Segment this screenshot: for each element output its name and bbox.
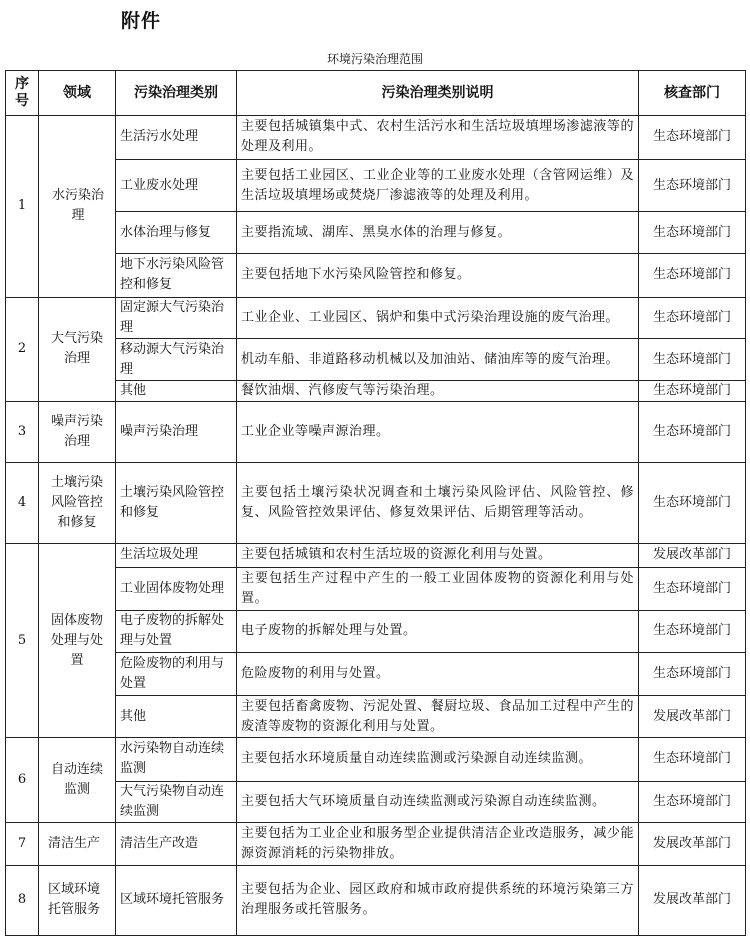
department-cell: 生态环境部门: [639, 402, 746, 463]
row-number: 5: [6, 544, 39, 738]
department-cell: 生态环境部门: [639, 297, 746, 339]
description-cell: 主要包括工业园区、工业企业等的工业废水处理（含管网运维）及生活垃圾填埋场或焚烧厂渗滤液等的处理及利用。: [237, 159, 639, 212]
department-cell: 生态环境部门: [639, 339, 746, 381]
row-number: 7: [6, 823, 39, 866]
category-cell: 生活污水处理: [116, 116, 237, 160]
table-row: [6, 696, 746, 738]
table-row: [6, 159, 746, 212]
department-cell: 生态环境部门: [639, 567, 746, 611]
table-row: [6, 652, 746, 696]
description-cell: 主要包括生产过程中产生的一般工业固体废物的资源化利用与处置。: [237, 567, 639, 611]
description-cell: 主要包括地下水污染风险管控和修复。: [237, 253, 639, 297]
category-cell: 固定源大气污染治理: [116, 297, 237, 339]
category-cell: 噪声污染治理: [116, 402, 237, 463]
department-cell: 生态环境部门: [639, 781, 746, 823]
row-number: 3: [6, 402, 39, 463]
col-header-field: 领域: [39, 71, 116, 116]
table-row: [6, 567, 746, 611]
col-header-category: 污染治理类别: [116, 71, 237, 116]
category-cell: 生活垃圾处理: [116, 544, 237, 567]
row-number: 1: [6, 116, 39, 298]
row-number: 6: [6, 737, 39, 822]
description-cell: 主要包括城镇集中式、农村生活污水和生活垃圾填埋场渗滤液等的处理及利用。: [237, 116, 639, 160]
description-cell: 主要包括为工业企业和服务型企业提供清洁企业改造服务，减少能源资源消耗的污染物排放。: [237, 823, 639, 866]
department-cell: 生态环境部门: [639, 159, 746, 212]
description-cell: 工业企业、工业园区、锅炉和集中式污染治理设施的废气治理。: [237, 297, 639, 339]
field-cell: 清洁生产: [39, 823, 116, 866]
department-cell: 生态环境部门: [639, 737, 746, 781]
description-cell: 餐饮油烟、汽修废气等污染治理。: [237, 380, 639, 401]
col-header-department: 核查部门: [639, 71, 746, 116]
table-row: [6, 544, 746, 567]
description-cell: 主要包括畜禽废物、污泥处置、餐厨垃圾、食品加工过程中产生的废渣等废物的资源化利用与处置。: [237, 696, 639, 738]
category-cell: 其他: [116, 696, 237, 738]
row-number: 8: [6, 865, 39, 935]
row-number: 2: [6, 297, 39, 401]
description-cell: 电子废物的拆解处理与处置。: [237, 611, 639, 653]
department-cell: 发展改革部门: [639, 544, 746, 567]
table-body: [6, 116, 746, 936]
field-cell: 自动连续监测: [39, 737, 116, 822]
department-cell: 发展改革部门: [639, 696, 746, 738]
department-cell: 发展改革部门: [639, 865, 746, 935]
department-cell: 生态环境部门: [639, 462, 746, 543]
department-cell: 发展改革部门: [639, 823, 746, 866]
col-header-no: 序号: [6, 71, 39, 116]
category-cell: 水体治理与修复: [116, 212, 237, 254]
department-cell: 生态环境部门: [639, 116, 746, 160]
department-cell: 生态环境部门: [639, 212, 746, 254]
category-cell: 水污染物自动连续监测: [116, 737, 237, 781]
category-cell: 区域环境托管服务: [116, 865, 237, 935]
field-cell: 土壤污染风险管控和修复: [39, 462, 116, 543]
table-row: [6, 297, 746, 339]
table-row: [6, 737, 746, 781]
description-cell: 主要包括水环境质量自动连续监测或污染源自动连续监测。: [237, 737, 639, 781]
row-number: 4: [6, 462, 39, 543]
table-row: [6, 865, 746, 935]
description-cell: 主要包括土壤污染状况调查和土壤污染风险评估、风险管控、修复、风险管控效果评估、修复效果评估、后期管理等活动。: [237, 462, 639, 543]
description-cell: 危险废物的利用与处置。: [237, 652, 639, 696]
field-cell: 区域环境托管服务: [39, 865, 116, 935]
department-cell: 生态环境部门: [639, 253, 746, 297]
description-cell: 主要包括为企业、园区政府和城市政府提供系统的环境污染第三方治理服务或托管服务。: [237, 865, 639, 935]
table-row: [6, 462, 746, 543]
department-cell: 生态环境部门: [639, 380, 746, 401]
table-header-row: [6, 71, 746, 116]
col-header-description: 污染治理类别说明: [237, 71, 639, 116]
table-row: [6, 402, 746, 463]
description-cell: 主要指流域、湖库、黑臭水体的治理与修复。: [237, 212, 639, 254]
table-caption: 环境污染治理范围: [326, 52, 423, 66]
field-cell: 水污染治理: [39, 116, 116, 298]
category-cell: 电子废物的拆解处理与处置: [116, 611, 237, 653]
category-cell: 大气污染物自动连续监测: [116, 781, 237, 823]
field-cell: 大气污染治理: [39, 297, 116, 401]
description-cell: 主要包括大气环境质量自动连续监测或污染源自动连续监测。: [237, 781, 639, 823]
attachment-heading: 附件: [121, 10, 162, 32]
table-row: [6, 380, 746, 401]
field-cell: 噪声污染治理: [39, 402, 116, 463]
table-row: [6, 339, 746, 381]
pollution-scope-table: [5, 70, 746, 936]
table-row: [6, 116, 746, 160]
category-cell: 工业废水处理: [116, 159, 237, 212]
description-cell: 机动车船、非道路移动机械以及加油站、储油库等的废气治理。: [237, 339, 639, 381]
category-cell: 其他: [116, 380, 237, 401]
category-cell: 移动源大气污染治理: [116, 339, 237, 381]
description-cell: 主要包括城镇和农村生活垃圾的资源化利用与处置。: [237, 544, 639, 567]
description-cell: 工业企业等噪声源治理。: [237, 402, 639, 463]
table-row: [6, 253, 746, 297]
category-cell: 危险废物的利用与处置: [116, 652, 237, 696]
department-cell: 生态环境部门: [639, 611, 746, 653]
table-row: [6, 611, 746, 653]
category-cell: 清洁生产改造: [116, 823, 237, 866]
department-cell: 生态环境部门: [639, 652, 746, 696]
category-cell: 土壤污染风险管控和修复: [116, 462, 237, 543]
category-cell: 工业固体废物处理: [116, 567, 237, 611]
table-row: [6, 781, 746, 823]
field-cell: 固体废物处理与处置: [39, 544, 116, 738]
table-row: [6, 212, 746, 254]
category-cell: 地下水污染风险管控和修复: [116, 253, 237, 297]
table-row: [6, 823, 746, 866]
